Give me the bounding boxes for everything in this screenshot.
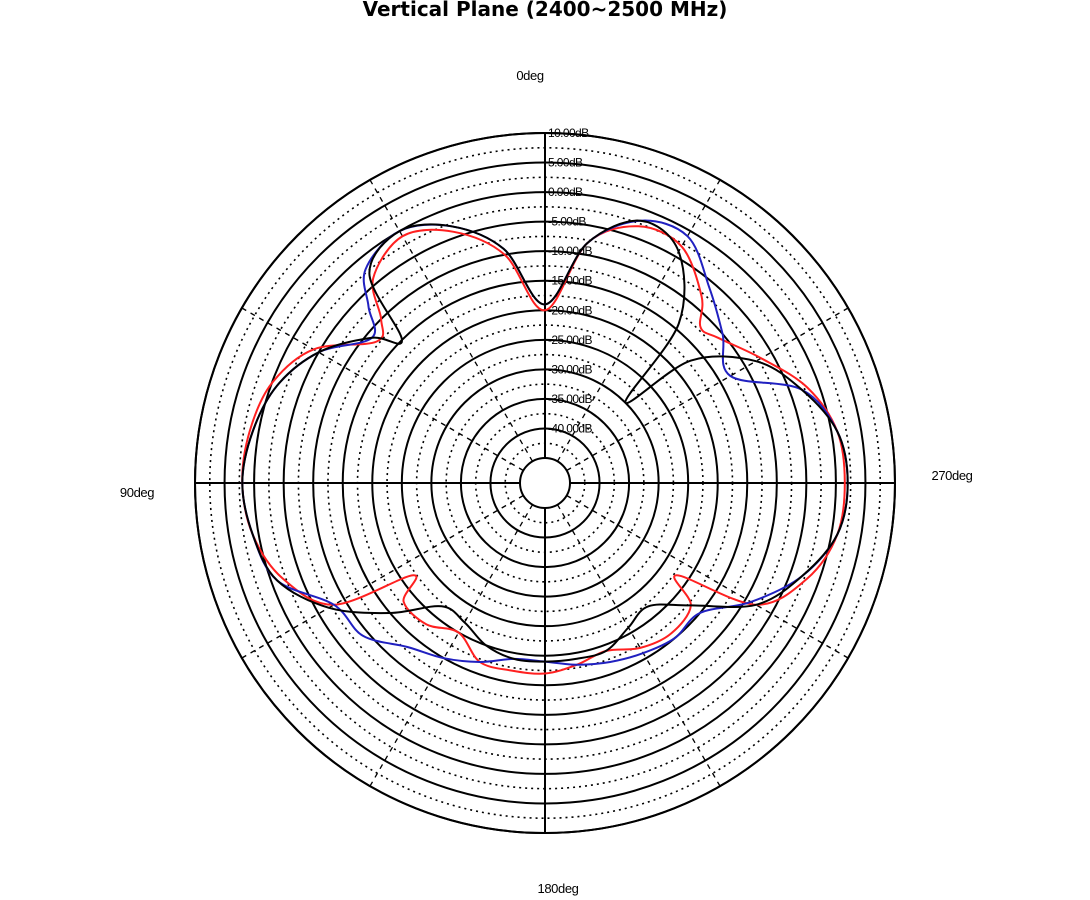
series-trace-1 — [242, 226, 845, 673]
radial-tick-label: -20.00dB — [548, 303, 592, 318]
radial-tick-label: -40.00dB — [548, 421, 592, 436]
radial-tick-label: -30.00dB — [548, 362, 592, 377]
radial-tick-label: -35.00dB — [548, 391, 592, 406]
radial-tick-label: 10.00dB — [548, 126, 589, 140]
chart-title: Vertical Plane (2400~2500 MHz) — [362, 0, 728, 21]
angle-label-0: 0deg — [516, 68, 544, 83]
grid-ring — [520, 458, 570, 508]
radial-labels — [548, 126, 592, 435]
radial-tick-label: -15.00dB — [548, 273, 592, 288]
angle-label-180: 180deg — [537, 881, 579, 896]
angle-label-270: 270deg — [931, 468, 973, 483]
radial-tick-label: 0.00dB — [548, 185, 583, 200]
radial-tick-label: -25.00dB — [548, 332, 592, 347]
polar-grid — [195, 133, 895, 833]
radial-tick-label: 5.00dB — [548, 155, 583, 170]
radial-tick-label: -5.00dB — [548, 214, 586, 229]
angle-label-90: 90deg — [119, 485, 155, 500]
radial-tick-label: -10.00dB — [548, 244, 592, 259]
